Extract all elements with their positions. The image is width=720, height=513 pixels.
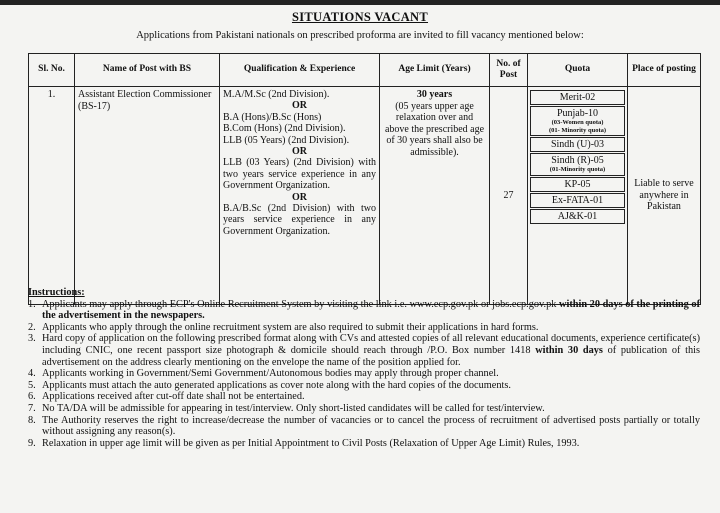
table-header-row [29,54,701,87]
instruction-item: 7. No TA/DA will be admissible for appearing in test/interview. Only short-listed candidates will be called for test/interview. [28,402,545,414]
cell-sl-no: 1. [29,87,75,305]
quota-punjab-label: Punjab-10 [556,108,599,119]
quota-fata: Ex-FATA-01 [530,193,625,208]
instruction-item: 1. Applicants may apply through ECP's Online Recruitment System by visiting the link i.e. www.ecp.gov.pk or jobs.ecp.gov.pk within 20 days of the printing of the advertisement in the newspapers. [28,298,701,322]
instructions-list [28,299,700,450]
header-qualification: Qualification & Experience [220,54,380,87]
vacancy-table [28,53,701,305]
instruction-item: 2. Applicants who apply through the online recruitment system are also required to submit their applications in hard forms. [28,321,539,333]
instruction-item: 4. Applicants working in Government/Semi Government/Autonomous bodies may apply through proper channel. [28,368,499,380]
header-place: Place of posting [628,54,701,87]
quota-sindh-u: Sindh (U)-03 [530,137,625,152]
instruction-item: 6. Applications received after cut-off date shall not be entertained. [28,391,305,403]
quota-punjab [530,106,625,136]
table-row [29,87,701,305]
instruction-item: 5. Applicants must attach the auto generated applications as cover note along with the hard copies of the documents. [28,379,511,391]
qual-line-2: B.A (Hons)/B.Sc (Hons) [223,111,322,123]
cell-post: Assistant Election Commissioner (BS-17) [75,87,220,305]
cell-no-of-post: 27 [490,87,528,305]
header-sl-no: Sl. No. [29,54,75,87]
quota-sindh-r [530,153,625,176]
header-quota: Quota [528,54,628,87]
page-title: SITUATIONS VACANT [291,10,429,24]
qual-line-4: LLB (05 Years) (2nd Division). [223,134,350,146]
qual-or-2: OR [292,146,307,158]
instruction-item: 9. Relaxation in upper age limit will be given as per Initial Appointment to Civil Posts (Relaxation of Upper Age Limit) Rules, 1993. [28,437,580,449]
quota-merit: Merit-02 [530,90,625,105]
instructions-heading: Instructions: [28,287,85,298]
intro-text: Applications from Pakistani nationals on prescribed proforma are invited to fill vacancy mentioned below: [136,30,584,41]
cell-quota [528,87,628,305]
instruction-item: 8. The Authority reserves the right to increase/decrease the number of vacancies or to cancel the process of recruitment of advertised posts partially or totally without assigning any reason(s). [28,414,700,438]
header-no-of-post: No. of Post [490,54,528,87]
qual-line-5: LLB (03 Years) (2nd Division) with two years service experience in any Government Organization. [223,157,376,192]
quota-ajk: AJ&K-01 [530,209,625,224]
qual-or-1: OR [292,100,307,112]
cell-place: Liable to serve anywhere in Pakistan [628,87,701,305]
instruction-item: 3. Hard copy of application on the following prescribed format along with CVs and attested copies of all relevant educational documents, experience certificate(s) including CNIC, one recent passport size photograph & domicile should reach through /P.O. Box number 1418 within 30 days of publication of this advertisement on the address clearly mentioning on the envelope the name of the position applied for. [28,333,700,368]
cell-qualification [220,87,380,305]
quota-sindh-r-label: Sindh (R)-05 [551,155,604,166]
header-age: Age Limit (Years) [380,54,490,87]
header-post: Name of Post with BS [75,54,220,87]
qual-line-1: M.A/M.Sc (2nd Division). [223,89,330,100]
quota-kp: KP-05 [530,177,625,192]
qual-line-6: B.A/B.Sc (2nd Division) with two years service experience in any Government Organization. [223,203,376,237]
cell-age [380,87,490,305]
quota-punjab-women: (03-Women quota) [551,119,604,126]
age-main: 30 years [416,89,453,100]
quota-punjab-minority: (01- Minority quota) [548,126,607,134]
qual-or-3: OR [292,191,307,203]
instructions [28,287,700,449]
age-detail: (05 years upper age relaxation over and above the prescribed age of 30 years shall also be admissible). [384,100,485,158]
qual-line-3: B.Com (Hons) (2nd Division). [223,123,346,135]
quota-sindh-minority: (01-Minority quota) [549,166,606,173]
top-border [0,0,720,5]
